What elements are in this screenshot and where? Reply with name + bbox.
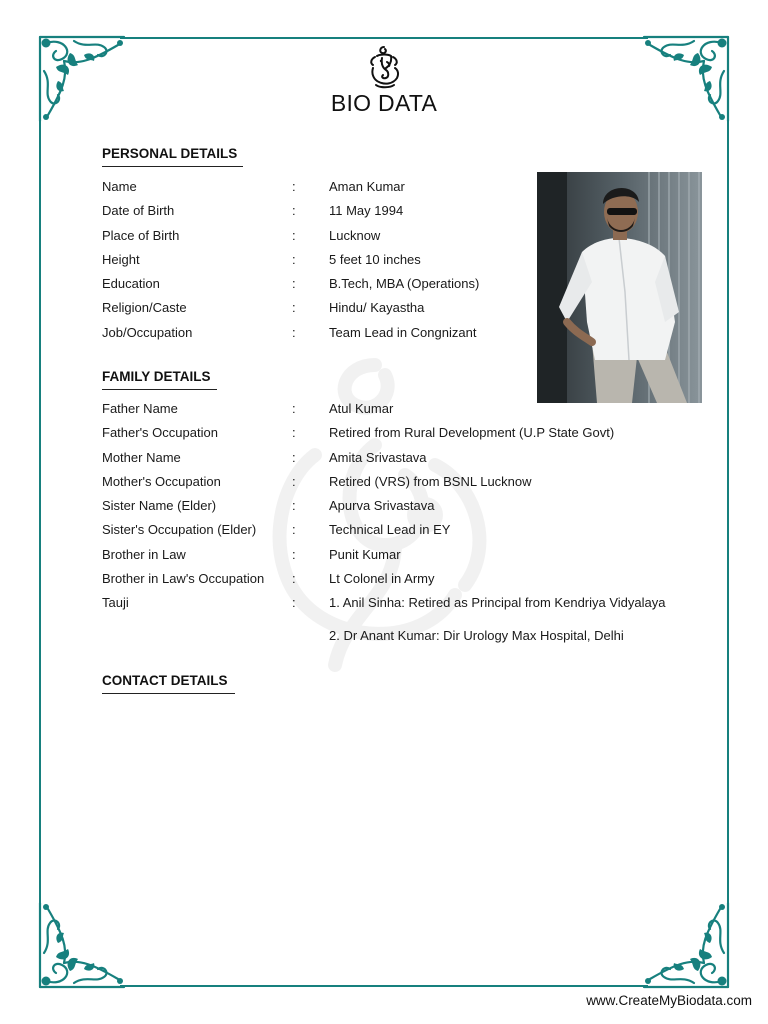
- detail-separator: :: [292, 449, 296, 465]
- detail-separator: :: [292, 251, 296, 267]
- detail-separator: :: [292, 595, 296, 611]
- detail-value: Punit Kumar: [329, 546, 401, 562]
- detail-separator: :: [292, 425, 296, 441]
- detail-value: Aman Kumar: [329, 179, 405, 194]
- detail-value: Technical Lead in EY: [329, 522, 451, 538]
- detail-row-mother-occupation: [102, 474, 702, 498]
- detail-row-brother-in-law: [102, 547, 702, 571]
- detail-separator: :: [292, 546, 296, 562]
- detail-row-religion: [102, 300, 522, 324]
- detail-separator: :: [292, 571, 296, 587]
- detail-label: Brother in Law's Occupation: [102, 571, 265, 587]
- detail-label: Sister's Occupation (Elder): [102, 522, 257, 538]
- detail-label: Name: [102, 179, 137, 194]
- detail-row-mother-name: [102, 450, 702, 474]
- corner-ornament-bottom-right: [638, 897, 734, 993]
- detail-row-father-occupation: [102, 425, 702, 449]
- corner-ornament-bottom-left: [34, 897, 130, 993]
- detail-label: Religion/Caste: [102, 300, 187, 316]
- detail-value: 11 May 1994: [329, 203, 404, 219]
- detail-row-sister-name: [102, 498, 702, 522]
- detail-row-tauji: [102, 595, 702, 619]
- detail-label: Sister Name (Elder): [102, 498, 217, 514]
- detail-row-brother-in-law-occupation: [102, 571, 702, 595]
- detail-label: Mother Name: [102, 449, 181, 465]
- detail-row-education: [102, 276, 522, 300]
- personal-details-list: [102, 179, 522, 349]
- tauji-second-entry: 2. Dr Anant Kumar: Dir Urology Max Hospital, Delhi: [329, 628, 624, 643]
- detail-separator: :: [292, 401, 296, 416]
- detail-label: Mother's Occupation: [102, 473, 221, 489]
- detail-value: B.Tech, MBA (Operations): [329, 276, 480, 292]
- detail-separator: :: [292, 276, 296, 292]
- detail-separator: :: [292, 324, 296, 340]
- profile-photo: [537, 172, 702, 403]
- document-header: [0, 44, 768, 117]
- detail-label: Place of Birth: [102, 227, 180, 243]
- detail-value: Retired (VRS) from BSNL Lucknow: [329, 473, 532, 489]
- detail-value: 1. Anil Sinha: Retired as Principal from Kendriya Vidyalaya: [329, 595, 666, 611]
- personal-details-heading: PERSONAL DETAILS: [102, 146, 243, 167]
- detail-label: Brother in Law: [102, 546, 186, 562]
- detail-separator: :: [292, 473, 296, 489]
- detail-label: Tauji: [102, 595, 129, 611]
- border-right: [727, 115, 729, 910]
- detail-row-dob: [102, 203, 522, 227]
- ganesha-icon: [362, 44, 406, 90]
- border-left: [39, 115, 41, 910]
- detail-row-height: [102, 252, 522, 276]
- border-bottom: [120, 985, 648, 987]
- detail-value: Lucknow: [329, 227, 381, 243]
- detail-value: Lt Colonel in Army: [329, 571, 435, 587]
- detail-label: Height: [102, 251, 140, 267]
- detail-row-sister-occupation: [102, 522, 702, 546]
- detail-separator: :: [292, 203, 296, 219]
- detail-value: Hindu/ Kayastha: [329, 300, 425, 316]
- detail-label: Job/Occupation: [102, 324, 193, 340]
- detail-row-place-of-birth: [102, 228, 522, 252]
- document-title: BIO DATA: [330, 90, 438, 116]
- family-details-list: [102, 401, 702, 620]
- family-details-heading: FAMILY DETAILS: [102, 369, 217, 390]
- detail-label: Father Name: [102, 401, 178, 416]
- detail-row-occupation: [102, 325, 522, 349]
- detail-value: Retired from Rural Development (U.P State Govt): [329, 425, 615, 441]
- detail-value: Apurva Srivastava: [329, 498, 435, 514]
- footer-website: www.CreateMyBiodata.com: [586, 993, 752, 1008]
- border-top: [120, 37, 648, 39]
- detail-value: Amita Srivastava: [329, 449, 427, 465]
- detail-row-name: [102, 179, 522, 203]
- detail-value: 5 feet 10 inches: [329, 251, 421, 267]
- detail-label: Father's Occupation: [102, 425, 218, 441]
- profile-photo-illustration: [537, 172, 702, 403]
- detail-separator: :: [292, 227, 296, 243]
- detail-separator: :: [292, 300, 296, 316]
- detail-separator: :: [292, 522, 296, 538]
- detail-label: Education: [102, 276, 160, 292]
- detail-value: Team Lead in Congnizant: [329, 324, 477, 340]
- detail-value: Atul Kumar: [329, 401, 394, 416]
- contact-details-heading: CONTACT DETAILS: [102, 673, 235, 694]
- detail-label: Date of Birth: [102, 203, 175, 219]
- detail-row-father-name: [102, 401, 702, 425]
- detail-separator: :: [292, 498, 296, 514]
- detail-separator: :: [292, 179, 296, 194]
